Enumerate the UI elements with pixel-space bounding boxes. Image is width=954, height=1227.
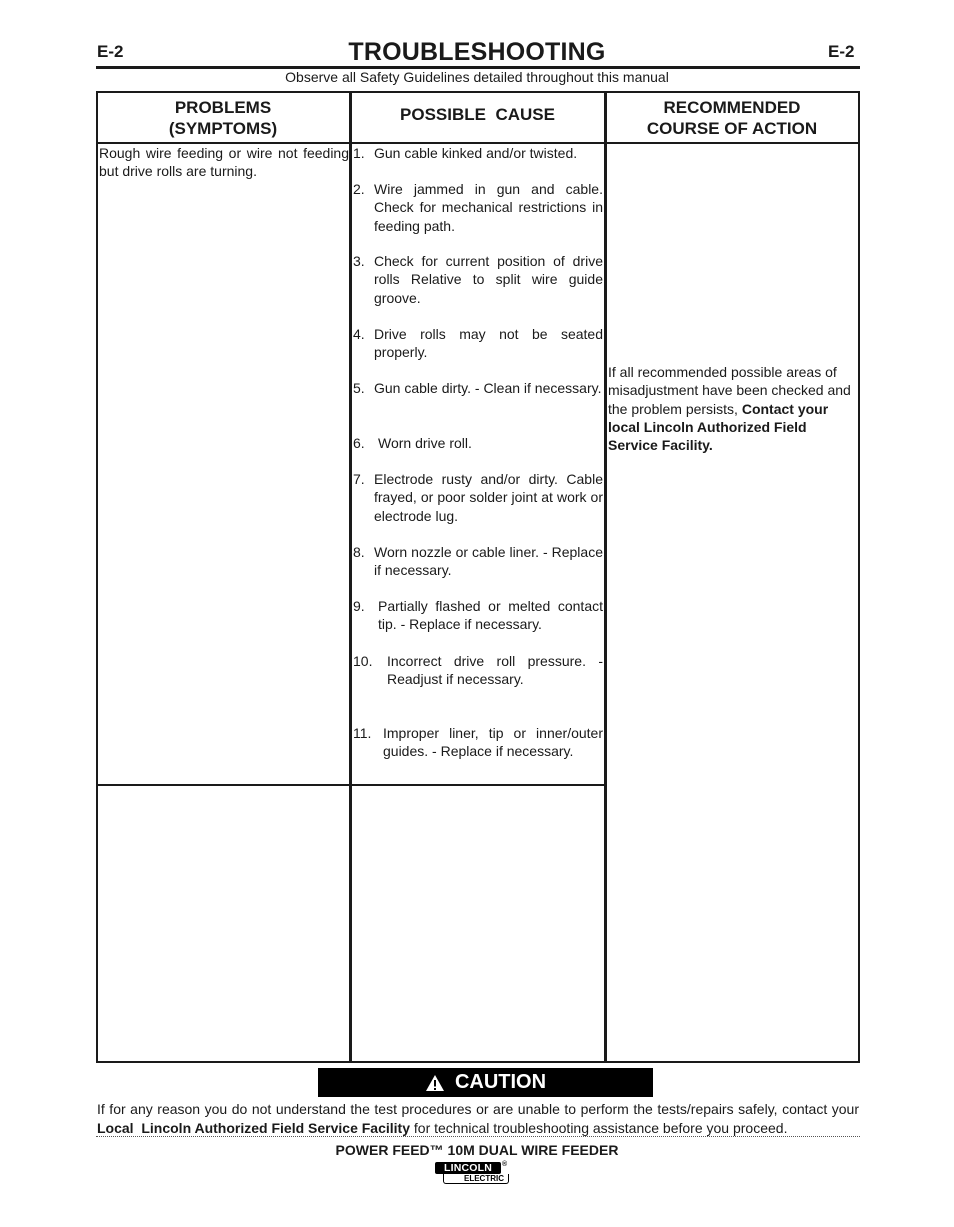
- cause-text: Drive rolls may not be seated properly.: [374, 326, 603, 361]
- cause-text: Gun cable dirty. - Clean if necessary.: [374, 380, 602, 396]
- cause-item-3: [353, 252, 603, 307]
- cause-item-8: [353, 543, 603, 580]
- caution-banner: [318, 1068, 653, 1097]
- cause-text: Electrode rusty and/or dirty. Cable frayed, or poor solder joint at work or electrode lug.: [374, 471, 603, 524]
- cause-number: 3.: [353, 253, 365, 269]
- cause-item-7: [353, 470, 603, 525]
- symptom-text: Rough wire feeding or wire not feeding but drive rolls are turning.: [99, 145, 349, 179]
- recommended-action: [608, 363, 858, 454]
- caution-text: [97, 1100, 859, 1137]
- cause-item-6: [353, 434, 603, 452]
- cause-text: Partially flashed or melted contact tip. - Replace if necessary.: [378, 598, 603, 633]
- cause-text: Check for current position of drive rolls Relative to split wire guide groove.: [374, 253, 603, 306]
- footer-product-name: POWER FEED™ 10M DUAL WIRE FEEDER: [335, 1142, 619, 1158]
- page-code-left: E-2: [97, 42, 124, 61]
- logo-top-text: LINCOLN: [435, 1162, 501, 1174]
- header-action: [606, 93, 858, 143]
- cause-number: 5.: [353, 380, 365, 396]
- cause-item-4: [353, 325, 603, 362]
- cause-item-5: [353, 379, 603, 397]
- cause-text: Improper liner, tip or inner/outer guides. - Replace if necessary.: [383, 725, 603, 760]
- warning-icon: [425, 1074, 445, 1092]
- cause-text: Worn nozzle or cable liner. - Replace if necessary.: [374, 544, 603, 579]
- cause-number: 8.: [353, 544, 365, 560]
- caution-text-outro: for technical troubleshooting assistance before you proceed.: [410, 1119, 788, 1136]
- cause-text: Incorrect drive roll pressure. - Readjust if necessary.: [387, 653, 603, 688]
- header-action-line1: RECOMMENDED: [663, 98, 801, 117]
- cause-number: 7.: [353, 471, 365, 487]
- cause-number: 10.: [353, 653, 373, 669]
- logo-bottom-text: ELECTRIC: [443, 1174, 509, 1184]
- caution-text-intro: If for any reason you do not understand the test procedures or are unable to perform the tests/repairs safely, contact your: [97, 1101, 859, 1117]
- header-problems-line2: (SYMPTOMS): [168, 119, 278, 138]
- cause-text: Gun cable kinked and/or twisted.: [374, 145, 578, 161]
- cause-number: 11.: [353, 725, 372, 741]
- caution-text-contact: Local Lincoln Authorized Field Service Facility: [97, 1119, 410, 1136]
- cause-item-2: [353, 180, 603, 235]
- action-text: If all recommended possible areas of misadjustment have been checked and the problem persists,: [608, 364, 851, 417]
- logo-registered-mark: ®: [502, 1161, 508, 1168]
- header-problems: [97, 93, 349, 143]
- table-right-border: [858, 91, 860, 1062]
- header-action-line2: COURSE OF ACTION: [646, 119, 818, 138]
- cause-text: Worn drive roll.: [378, 435, 472, 451]
- safety-note: Observe all Safety Guidelines detailed throughout this manual: [285, 69, 669, 85]
- header-cause-label: POSSIBLE CAUSE: [400, 104, 555, 124]
- page-title: TROUBLESHOOTING: [348, 38, 606, 66]
- header-cause: [351, 93, 604, 143]
- cause-number: 4.: [353, 326, 365, 342]
- cause-number: 9.: [353, 598, 365, 614]
- cause-item-9: [353, 597, 603, 634]
- cause-item-10: [353, 652, 603, 689]
- caution-label: CAUTION: [454, 1071, 547, 1093]
- header-problems-line1: PROBLEMS: [174, 98, 272, 117]
- lincoln-electric-logo: [435, 1162, 510, 1186]
- action-contact-text: Contact your local Lincoln Authorized Field Service Facility.: [608, 400, 829, 454]
- table-bottom-border: [96, 1061, 860, 1063]
- page-code-right: E-2: [828, 42, 855, 61]
- footer-rule: [96, 1136, 860, 1137]
- column-divider-2: [604, 91, 607, 1062]
- cause-item-11: [353, 724, 603, 761]
- cause-number: 2.: [353, 181, 365, 197]
- cause-item-1: [353, 144, 603, 162]
- table-left-border: [96, 91, 98, 1062]
- cause-number: 1.: [353, 145, 365, 161]
- column-divider-1: [349, 91, 352, 1062]
- cause-text: Wire jammed in gun and cable. Check for mechanical restrictions in feeding path.: [374, 181, 603, 234]
- cause-number: 6.: [353, 435, 365, 451]
